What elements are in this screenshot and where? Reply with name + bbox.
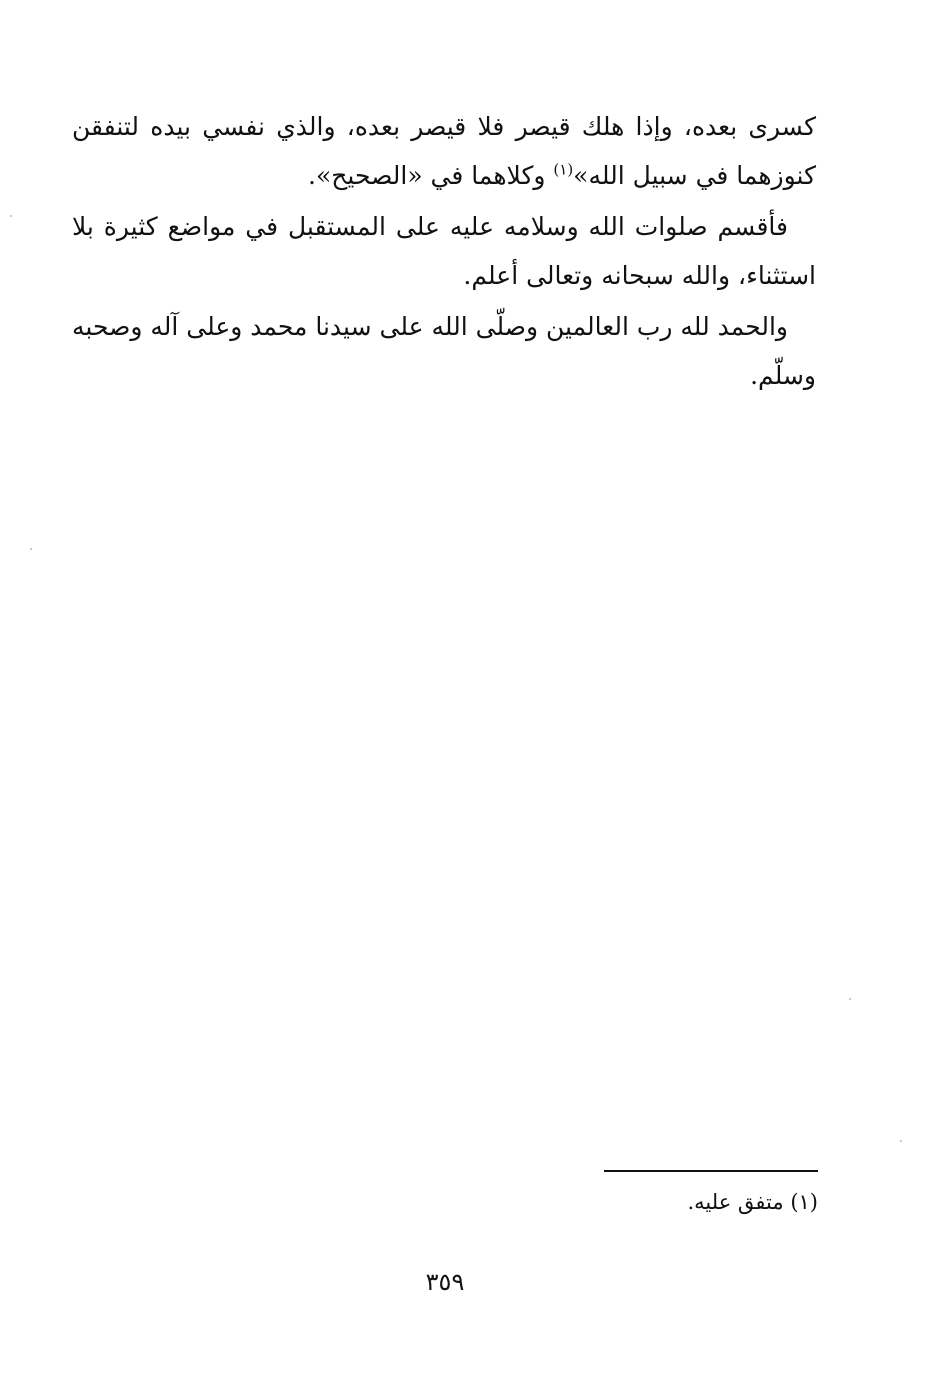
scan-speck xyxy=(10,215,12,217)
paragraph-3: والحمد لله رب العالمين وصلّى الله على سيدنا محمد وعلى آله وصحبه وسلّم. xyxy=(72,312,816,390)
scan-speck xyxy=(849,998,851,1000)
scan-speck xyxy=(900,1140,902,1142)
footnote-text: متفق عليه. xyxy=(687,1190,784,1214)
page-number: ٣٥٩ xyxy=(425,1268,465,1296)
footnote-marker: (١) xyxy=(790,1190,818,1214)
main-text xyxy=(72,102,816,400)
paragraph-1-text-before: كسرى بعده، وإذا هلك قيصر فلا قيصر بعده، والذي نفسي بيده لتنفقن كنوزهما في سبيل الله» xyxy=(72,112,816,190)
footnote-divider xyxy=(604,1170,818,1172)
footnote xyxy=(418,1186,818,1218)
paragraph-2: فأقسم صلوات الله وسلامه عليه على المستقبل في مواضع كثيرة بلا استثناء، والله سبحانه وتعالى أعلم. xyxy=(72,212,816,290)
footnote-reference: (١) xyxy=(553,160,574,179)
paragraph-1-text-after: وكلاهما في «الصحيح». xyxy=(308,161,554,190)
scan-speck xyxy=(30,548,32,550)
paragraph-1 xyxy=(72,102,816,200)
